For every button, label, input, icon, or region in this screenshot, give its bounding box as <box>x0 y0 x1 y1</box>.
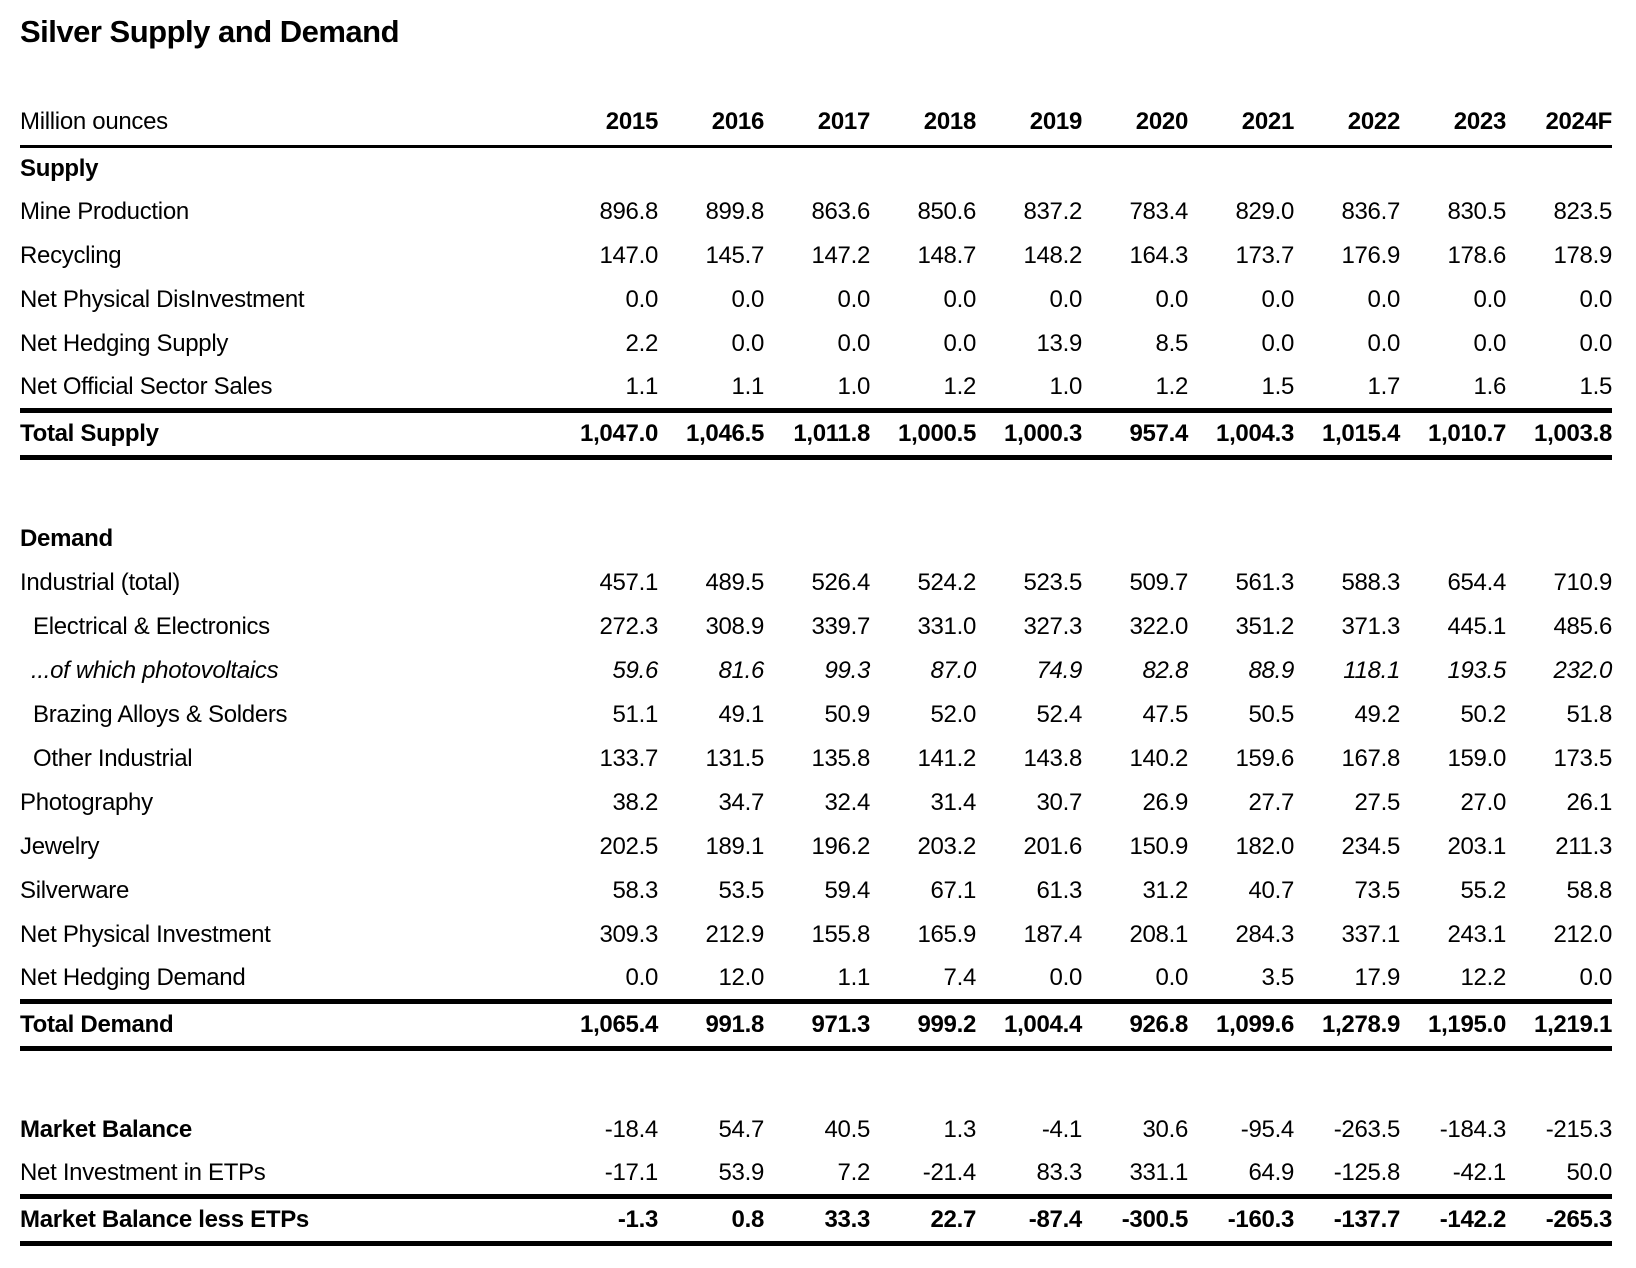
cell-value: 51.1 <box>612 701 658 728</box>
cell-value: 1,004.3 <box>1188 410 1294 457</box>
table-row <box>20 869 1612 913</box>
cell-value: 351.2 <box>1235 613 1294 640</box>
cell-value: 339.7 <box>811 613 870 640</box>
cell-value: 165.9 <box>917 921 976 948</box>
cell-value <box>1506 517 1612 561</box>
cell-value: 1.1 <box>625 372 658 400</box>
cell-value: 524.2 <box>917 569 976 596</box>
cell-value: 54.7 <box>718 1116 764 1143</box>
cell-value: 337.1 <box>1341 921 1400 948</box>
cell-value: -300.5 <box>1082 1196 1188 1243</box>
cell-value: -42.1 <box>1452 1158 1506 1186</box>
cell-value: 131.5 <box>705 745 764 772</box>
cell-value: 0.0 <box>1473 330 1506 357</box>
supply-demand-table <box>20 100 1612 1246</box>
row-label: Net Hedging Demand <box>20 963 246 991</box>
cell-value: 7.4 <box>943 963 976 991</box>
cell-value: 58.8 <box>1566 877 1612 904</box>
cell-value: 3.5 <box>1261 963 1294 991</box>
cell-value: 836.7 <box>1341 198 1400 225</box>
cell-value: 1,004.4 <box>976 1001 1082 1048</box>
cell-value: 52.4 <box>1036 701 1082 728</box>
cell-value: 0.0 <box>837 286 870 313</box>
cell-value <box>870 517 976 561</box>
cell-value: 22.7 <box>870 1196 976 1243</box>
cell-value: 189.1 <box>705 833 764 860</box>
cell-value: 173.7 <box>1235 242 1294 269</box>
table-row <box>20 649 1612 693</box>
cell-value: -4.1 <box>1041 1116 1082 1143</box>
table-row <box>20 1108 1612 1152</box>
table-row <box>20 190 1612 234</box>
cell-value: 8.5 <box>1155 330 1188 357</box>
cell-value: 0.0 <box>1473 286 1506 313</box>
cell-value: 899.8 <box>705 198 764 225</box>
cell-value: 1,047.0 <box>552 410 658 457</box>
cell-value: 1,015.4 <box>1294 410 1400 457</box>
table-row <box>20 957 1612 1001</box>
cell-value: 74.9 <box>1036 657 1082 684</box>
cell-value <box>764 517 870 561</box>
row-label: Mine Production <box>20 198 189 225</box>
table-row <box>20 410 1612 457</box>
spacer-cell <box>20 1048 1612 1108</box>
cell-value: 0.0 <box>731 286 764 313</box>
cell-value: -17.1 <box>604 1158 658 1186</box>
cell-value: 140.2 <box>1129 745 1188 772</box>
cell-value: 371.3 <box>1341 613 1400 640</box>
cell-value: 509.7 <box>1129 569 1188 596</box>
cell-value: 145.7 <box>705 242 764 269</box>
table-row <box>20 517 1612 561</box>
table-row <box>20 561 1612 605</box>
cell-value: 59.6 <box>612 657 658 684</box>
cell-value: 159.0 <box>1447 745 1506 772</box>
cell-value: 1,011.8 <box>764 410 870 457</box>
cell-value: 1.0 <box>837 372 870 400</box>
cell-value: 61.3 <box>1036 877 1082 904</box>
cell-value <box>1506 146 1612 190</box>
cell-value: 284.3 <box>1235 921 1294 948</box>
cell-value: 1.3 <box>943 1116 976 1143</box>
cell-value: 0.0 <box>1579 286 1612 313</box>
cell-value: 7.2 <box>837 1158 870 1186</box>
year-column-header: 2015 <box>552 100 658 146</box>
cell-value: 999.2 <box>870 1001 976 1048</box>
cell-value: 1,003.8 <box>1506 410 1612 457</box>
cell-value: 211.3 <box>1555 833 1612 860</box>
cell-value: 33.3 <box>764 1196 870 1243</box>
row-label: Net Investment in ETPs <box>20 1158 266 1186</box>
year-column-header: 2023 <box>1400 100 1506 146</box>
cell-value: 0.0 <box>1261 330 1294 357</box>
cell-value: 173.5 <box>1553 745 1612 772</box>
row-label: Industrial (total) <box>20 569 180 596</box>
cell-value: -215.3 <box>1545 1116 1612 1143</box>
cell-value: 0.0 <box>1579 963 1612 991</box>
cell-value: -142.2 <box>1400 1196 1506 1243</box>
row-label: Demand <box>20 525 113 552</box>
cell-value: 51.8 <box>1566 701 1612 728</box>
cell-value: 133.7 <box>599 745 658 772</box>
cell-value: 196.2 <box>811 833 870 860</box>
cell-value: 1,099.6 <box>1188 1001 1294 1048</box>
table-row <box>20 1152 1612 1196</box>
cell-value: 159.6 <box>1235 745 1294 772</box>
cell-value: 13.9 <box>1036 330 1082 357</box>
cell-value: 234.5 <box>1341 833 1400 860</box>
cell-value: 322.0 <box>1129 613 1188 640</box>
cell-value: 331.1 <box>1129 1158 1188 1186</box>
cell-value: 31.4 <box>930 789 976 816</box>
cell-value: 1.5 <box>1261 372 1294 400</box>
cell-value: 1,000.5 <box>870 410 976 457</box>
cell-value: 178.6 <box>1447 242 1506 269</box>
cell-value: 83.3 <box>1036 1158 1082 1186</box>
cell-value: 308.9 <box>705 613 764 640</box>
cell-value: 27.7 <box>1248 789 1294 816</box>
row-label: Net Physical DisInvestment <box>20 286 305 313</box>
cell-value: 957.4 <box>1082 410 1188 457</box>
cell-value: 523.5 <box>1023 569 1082 596</box>
cell-value: 202.5 <box>599 833 658 860</box>
cell-value: 141.2 <box>917 745 976 772</box>
row-label: Other Industrial <box>33 745 193 772</box>
row-label: Market Balance <box>20 1116 192 1143</box>
cell-value: 143.8 <box>1023 745 1082 772</box>
cell-value: 182.0 <box>1235 833 1294 860</box>
cell-value: -125.8 <box>1333 1158 1400 1186</box>
cell-value: 0.0 <box>1261 286 1294 313</box>
cell-value: 26.1 <box>1566 789 1612 816</box>
cell-value: 148.2 <box>1023 242 1082 269</box>
cell-value: 135.8 <box>811 745 870 772</box>
cell-value: 2.2 <box>625 330 658 357</box>
row-label: ...of which photovoltaics <box>31 657 279 684</box>
year-column-header: 2020 <box>1082 100 1188 146</box>
cell-value: 331.0 <box>917 613 976 640</box>
cell-value: 588.3 <box>1341 569 1400 596</box>
year-column-header: 2019 <box>976 100 1082 146</box>
cell-value: 49.1 <box>718 701 764 728</box>
table-body <box>20 146 1612 1243</box>
cell-value: 0.0 <box>1049 963 1082 991</box>
cell-value: 1.2 <box>943 372 976 400</box>
spacer-row <box>20 1048 1612 1108</box>
cell-value: 40.5 <box>824 1116 870 1143</box>
cell-value: -87.4 <box>976 1196 1082 1243</box>
cell-value: -21.4 <box>922 1158 976 1186</box>
table-row <box>20 146 1612 190</box>
cell-value <box>976 517 1082 561</box>
cell-value: 457.1 <box>599 569 658 596</box>
cell-value: 0.0 <box>731 330 764 357</box>
cell-value: 971.3 <box>764 1001 870 1048</box>
year-column-header: 2021 <box>1188 100 1294 146</box>
spacer-row <box>20 457 1612 517</box>
cell-value: 0.0 <box>625 963 658 991</box>
cell-value: -95.4 <box>1240 1116 1294 1143</box>
year-column-header: 2016 <box>658 100 764 146</box>
cell-value: 1.1 <box>731 372 764 400</box>
cell-value: 1.0 <box>1049 372 1082 400</box>
table-header <box>20 100 1612 146</box>
unit-label: Million ounces <box>20 100 552 146</box>
cell-value <box>658 517 764 561</box>
cell-value: 50.0 <box>1566 1158 1612 1186</box>
cell-value: 81.6 <box>718 657 764 684</box>
cell-value: 0.0 <box>1579 330 1612 357</box>
cell-value: -137.7 <box>1294 1196 1400 1243</box>
cell-value: 0.8 <box>658 1196 764 1243</box>
table-row <box>20 278 1612 322</box>
cell-value: 147.2 <box>811 242 870 269</box>
cell-value: 53.9 <box>718 1158 764 1186</box>
cell-value: 27.0 <box>1460 789 1506 816</box>
cell-value: 654.4 <box>1447 569 1506 596</box>
table-row <box>20 322 1612 366</box>
cell-value: 32.4 <box>824 789 870 816</box>
row-label: Supply <box>20 154 99 182</box>
cell-value: 0.0 <box>837 330 870 357</box>
row-label: Recycling <box>20 242 122 269</box>
cell-value: 17.9 <box>1354 963 1400 991</box>
row-label: Jewelry <box>20 833 100 860</box>
cell-value <box>976 146 1082 190</box>
cell-value: 1.7 <box>1367 372 1400 400</box>
table-row <box>20 825 1612 869</box>
cell-value <box>1082 146 1188 190</box>
cell-value: -18.4 <box>604 1116 658 1143</box>
cell-value: 26.9 <box>1142 789 1188 816</box>
cell-value: 55.2 <box>1460 877 1506 904</box>
cell-value: 87.0 <box>930 657 976 684</box>
cell-value: 1.5 <box>1579 372 1612 400</box>
cell-value <box>1188 517 1294 561</box>
cell-value: 203.1 <box>1447 833 1506 860</box>
cell-value: 0.0 <box>1049 286 1082 313</box>
cell-value: 1,046.5 <box>658 410 764 457</box>
cell-value: 155.8 <box>811 921 870 948</box>
cell-value: 203.2 <box>917 833 976 860</box>
cell-value: 1.2 <box>1155 372 1188 400</box>
cell-value: -160.3 <box>1188 1196 1294 1243</box>
table-row <box>20 366 1612 410</box>
cell-value: 99.3 <box>824 657 870 684</box>
table-row <box>20 605 1612 649</box>
cell-value: 1,000.3 <box>976 410 1082 457</box>
cell-value: -263.5 <box>1333 1116 1400 1143</box>
cell-value: 212.0 <box>1553 921 1612 948</box>
row-label: Silverware <box>20 877 130 904</box>
cell-value: 164.3 <box>1129 242 1188 269</box>
cell-value: 1.1 <box>837 963 870 991</box>
cell-value: 823.5 <box>1553 198 1612 225</box>
year-column-header: 2024F <box>1506 100 1612 146</box>
cell-value: 1.6 <box>1473 372 1506 400</box>
cell-value: 212.9 <box>705 921 764 948</box>
cell-value: 30.6 <box>1142 1116 1188 1143</box>
row-label: Total Supply <box>20 410 552 457</box>
table-row <box>20 1196 1612 1243</box>
cell-value: 991.8 <box>658 1001 764 1048</box>
cell-value: 30.7 <box>1036 789 1082 816</box>
cell-value: 49.2 <box>1354 701 1400 728</box>
cell-value: 489.5 <box>705 569 764 596</box>
cell-value: 27.5 <box>1354 789 1400 816</box>
cell-value: 201.6 <box>1023 833 1082 860</box>
cell-value: 31.2 <box>1142 877 1188 904</box>
cell-value: 830.5 <box>1447 198 1506 225</box>
cell-value: 829.0 <box>1235 198 1294 225</box>
cell-value: 863.6 <box>811 198 870 225</box>
cell-value: 850.6 <box>917 198 976 225</box>
cell-value: -1.3 <box>552 1196 658 1243</box>
cell-value: 232.0 <box>1553 657 1612 684</box>
row-label: Net Official Sector Sales <box>20 372 273 400</box>
cell-value: 38.2 <box>612 789 658 816</box>
cell-value: 0.0 <box>1155 963 1188 991</box>
table-row <box>20 693 1612 737</box>
cell-value: 73.5 <box>1354 877 1400 904</box>
cell-value: 1,065.4 <box>552 1001 658 1048</box>
cell-value: 150.9 <box>1129 833 1188 860</box>
cell-value: 148.7 <box>917 242 976 269</box>
cell-value: 193.5 <box>1447 657 1506 684</box>
cell-value: -184.3 <box>1439 1116 1506 1143</box>
row-label: Electrical & Electronics <box>33 613 270 640</box>
cell-value: 309.3 <box>599 921 658 948</box>
cell-value: 88.9 <box>1248 657 1294 684</box>
cell-value: 272.3 <box>599 613 658 640</box>
cell-value: 178.9 <box>1553 242 1612 269</box>
cell-value: 445.1 <box>1447 613 1506 640</box>
year-column-header: 2017 <box>764 100 870 146</box>
cell-value: 50.9 <box>824 701 870 728</box>
cell-value <box>552 146 658 190</box>
table-row <box>20 781 1612 825</box>
cell-value: 82.8 <box>1142 657 1188 684</box>
cell-value: 1,010.7 <box>1400 410 1506 457</box>
cell-value: 926.8 <box>1082 1001 1188 1048</box>
cell-value: 208.1 <box>1129 921 1188 948</box>
header-row <box>20 100 1612 146</box>
cell-value: 52.0 <box>930 701 976 728</box>
year-column-header: 2022 <box>1294 100 1400 146</box>
cell-value: 147.0 <box>599 242 658 269</box>
cell-value <box>552 517 658 561</box>
cell-value: 1,195.0 <box>1400 1001 1506 1048</box>
cell-value: 50.5 <box>1248 701 1294 728</box>
cell-value: 187.4 <box>1023 921 1082 948</box>
cell-value: 0.0 <box>1367 330 1400 357</box>
cell-value: 59.4 <box>824 877 870 904</box>
cell-value: 53.5 <box>718 877 764 904</box>
spacer-cell <box>20 457 1612 517</box>
cell-value: -265.3 <box>1506 1196 1612 1243</box>
cell-value: 243.1 <box>1447 921 1506 948</box>
cell-value: 327.3 <box>1023 613 1082 640</box>
cell-value: 0.0 <box>625 286 658 313</box>
year-column-header: 2018 <box>870 100 976 146</box>
cell-value: 526.4 <box>811 569 870 596</box>
cell-value <box>1082 517 1188 561</box>
cell-value: 485.6 <box>1553 613 1612 640</box>
cell-value: 783.4 <box>1129 198 1188 225</box>
cell-value <box>658 146 764 190</box>
row-label: Net Hedging Supply <box>20 330 229 357</box>
cell-value: 58.3 <box>612 877 658 904</box>
table-row <box>20 234 1612 278</box>
cell-value: 0.0 <box>943 330 976 357</box>
cell-value: 67.1 <box>930 877 976 904</box>
cell-value: 40.7 <box>1248 877 1294 904</box>
cell-value <box>764 146 870 190</box>
cell-value <box>1294 146 1400 190</box>
cell-value: 64.9 <box>1248 1158 1294 1186</box>
cell-value: 12.2 <box>1460 963 1506 991</box>
cell-value: 561.3 <box>1235 569 1294 596</box>
cell-value <box>870 146 976 190</box>
cell-value: 1,219.1 <box>1506 1001 1612 1048</box>
cell-value: 710.9 <box>1553 569 1612 596</box>
row-label: Photography <box>20 789 153 816</box>
cell-value: 0.0 <box>1155 286 1188 313</box>
cell-value: 1,278.9 <box>1294 1001 1400 1048</box>
cell-value <box>1400 146 1506 190</box>
row-label: Net Physical Investment <box>20 921 271 948</box>
cell-value: 12.0 <box>718 963 764 991</box>
cell-value <box>1400 517 1506 561</box>
cell-value: 167.8 <box>1341 745 1400 772</box>
cell-value: 118.1 <box>1343 657 1400 684</box>
cell-value: 837.2 <box>1023 198 1082 225</box>
table-row <box>20 913 1612 957</box>
table-row <box>20 737 1612 781</box>
row-label: Brazing Alloys & Solders <box>33 701 288 728</box>
cell-value: 176.9 <box>1341 242 1400 269</box>
page-title: Silver Supply and Demand <box>20 14 400 49</box>
cell-value: 0.0 <box>943 286 976 313</box>
cell-value: 47.5 <box>1142 701 1188 728</box>
cell-value: 896.8 <box>599 198 658 225</box>
row-label: Total Demand <box>20 1001 552 1048</box>
table-row <box>20 1001 1612 1048</box>
cell-value <box>1188 146 1294 190</box>
cell-value: 0.0 <box>1367 286 1400 313</box>
cell-value <box>1294 517 1400 561</box>
row-label: Market Balance less ETPs <box>20 1196 552 1243</box>
cell-value: 34.7 <box>718 789 764 816</box>
cell-value: 50.2 <box>1460 701 1506 728</box>
